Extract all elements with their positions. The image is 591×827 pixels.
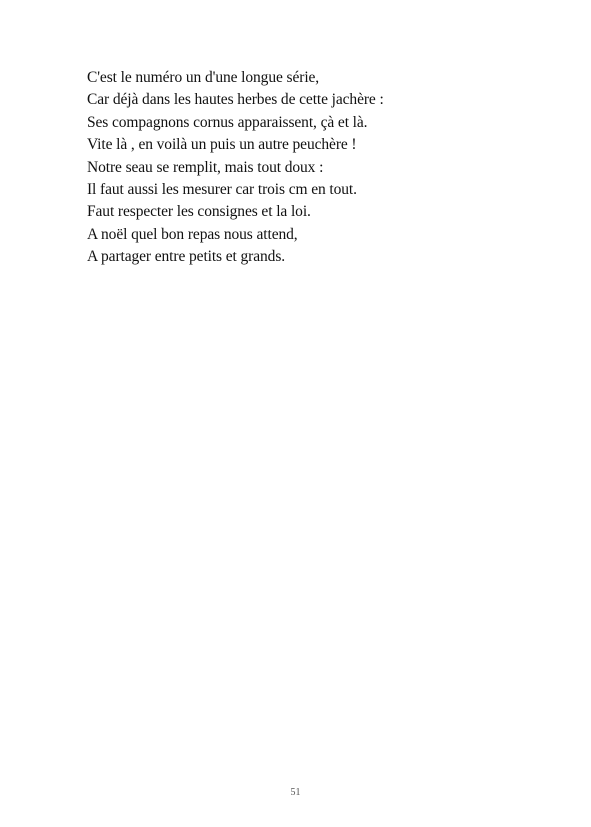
poem-line: A noël quel bon repas nous attend, bbox=[87, 225, 298, 243]
poem-line: Ses compagnons cornus apparaissent, çà et là. bbox=[87, 113, 368, 131]
poem-line: Notre seau se remplit, mais tout doux : bbox=[87, 158, 324, 176]
poem-line: Il faut aussi les mesurer car trois cm en tout. bbox=[87, 180, 357, 198]
poem-line: Car déjà dans les hautes herbes de cette jachère : bbox=[87, 91, 384, 109]
poem-line: Faut respecter les consignes et la loi. bbox=[87, 203, 311, 221]
poem-line: C'est le numéro un d'une longue série, bbox=[87, 69, 320, 86]
poem-line: Vite là , en voilà un puis un autre peuchère ! bbox=[87, 136, 357, 154]
page-number: 51 bbox=[290, 787, 301, 798]
poem-stanza bbox=[87, 67, 384, 269]
poem-line: A partager entre petits et grands. bbox=[87, 248, 286, 266]
